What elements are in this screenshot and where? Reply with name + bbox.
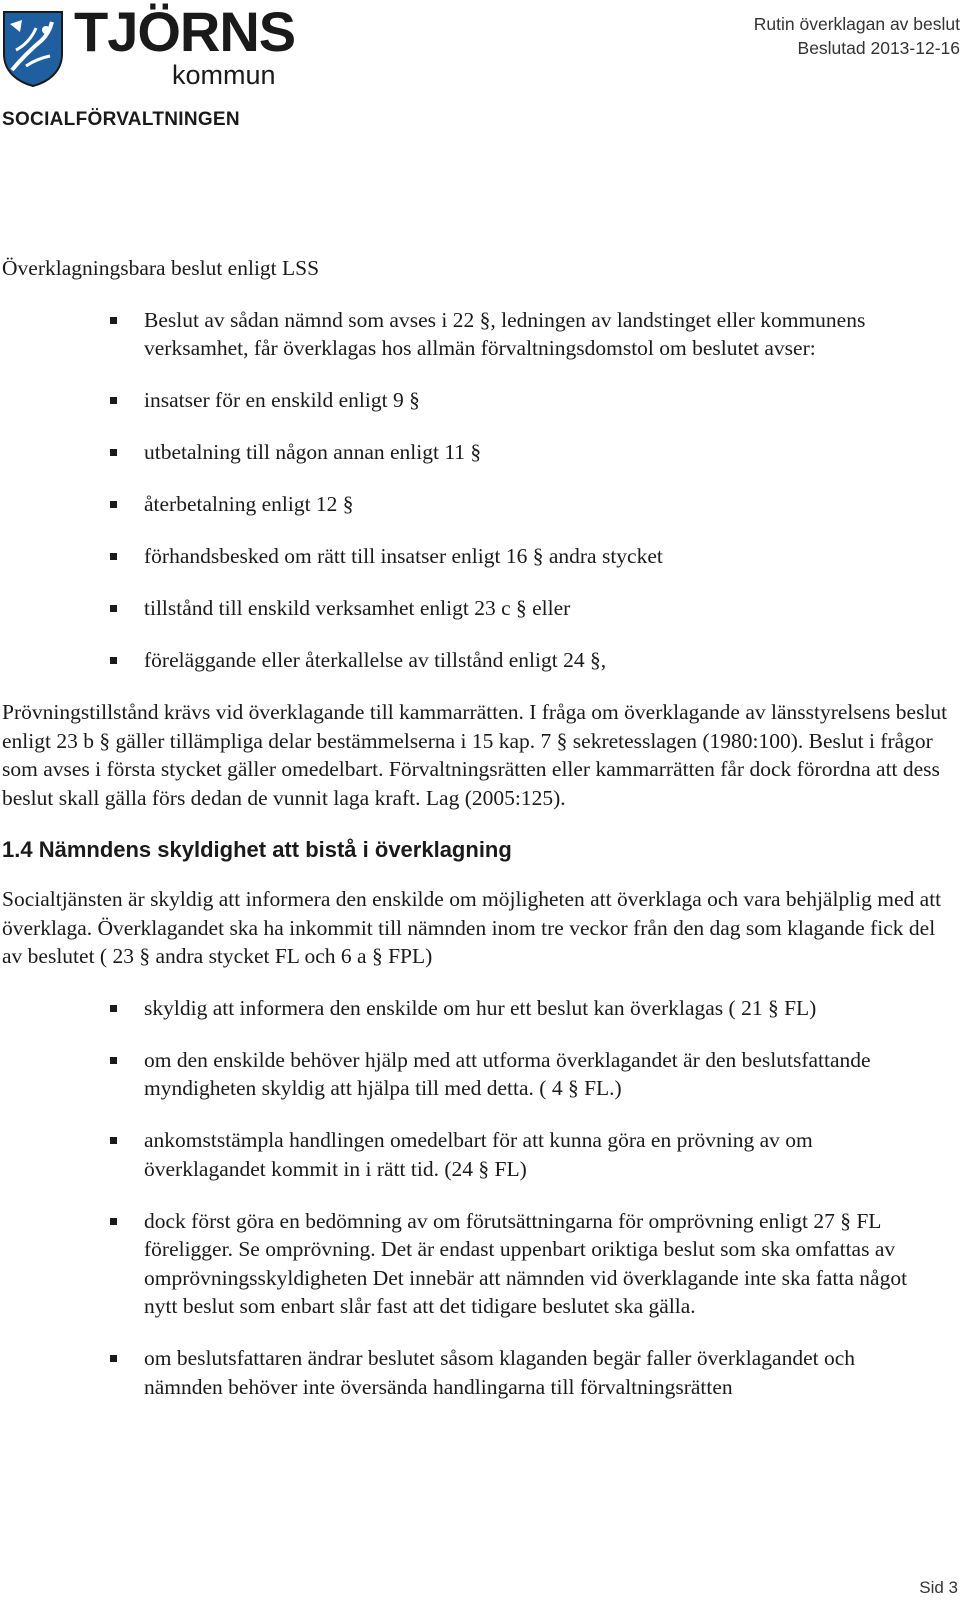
page-number: Sid 3 (919, 1578, 958, 1597)
list-item-text: ankomststämpla handlingen omedelbart för att kunna göra en prövning av om överklagandet kommit in i rätt tid. (24 § FL) (144, 1128, 813, 1181)
list-item-text: om beslutsfattaren ändrar beslutet såsom klaganden begär faller överklagandet och nämnden behöver inte översända handlingarna till förvaltningsrätten (144, 1346, 856, 1399)
square-bullet-icon (110, 397, 117, 404)
square-bullet-icon (110, 1137, 117, 1144)
list-item (2, 542, 958, 571)
list-item-text: insatser för en enskild enligt 9 § (144, 388, 420, 412)
brand-name: TJÖRNS (74, 0, 296, 63)
list-item-text: föreläggande eller återkallelse av tillstånd enligt 24 §, (144, 648, 607, 672)
list-item-text: om den enskilde behöver hjälp med att utforma överklagandet är den beslutsfattande myndigheten skyldig att hjälpa till med detta. ( 4 § FL.) (144, 1047, 871, 1100)
lss-paragraph: Prövningstillstånd krävs vid överklagande till kammarrätten. I fråga om överklagande av länsstyrelsens beslut enligt 23 b § gäller tillämpliga delar bestämmelserna i 15 kap. 7 § sekretesslagen (1980:100). Beslut i frågor som avses i första stycket gäller omedelbart. Förvaltningsrätten eller kammarrätten får dock förordna att dess beslut skall gälla förs dedan de vunnit laga kraft. Lag (2005:125). (2, 700, 948, 810)
duty-list (2, 994, 958, 1402)
list-item (2, 1126, 958, 1183)
list-item-text: skyldig att informera den enskilde om hur ett beslut kan överklagas ( 21 § FL) (144, 995, 817, 1020)
list-item-text: tillstånd till enskild verksamhet enligt 23 c § eller (144, 596, 571, 620)
square-bullet-icon (110, 1057, 117, 1064)
coat-of-arms-icon (2, 10, 64, 88)
document-title: Rutin överklagan av beslut (753, 14, 960, 34)
list-item (2, 594, 958, 623)
square-bullet-icon (110, 449, 117, 456)
section-heading: 1.4 Nämndens skyldighet att bistå i överklagning (2, 837, 512, 862)
square-bullet-icon (110, 501, 117, 508)
square-bullet-icon (110, 605, 117, 612)
brand-subtitle: kommun (172, 60, 276, 90)
square-bullet-icon (110, 1005, 117, 1012)
document-date: Beslutad 2013-12-16 (797, 38, 960, 58)
list-item (2, 490, 958, 519)
list-item (2, 646, 958, 675)
list-item (2, 306, 958, 363)
document-header (0, 0, 960, 140)
list-item (2, 1207, 958, 1321)
list-item (2, 994, 958, 1023)
list-item (2, 1344, 958, 1401)
document-meta (754, 12, 960, 60)
section-paragraph: Socialtjänsten är skyldig att informera den enskilde om möjligheten att överklaga och vara behjälplig med att överklaga. Överklagandet ska ha inkommit till nämnden inom tre veckor från den dag som klagande fick del av beslutet ( 23 § andra stycket FL och 6 a § FPL) (2, 887, 942, 968)
list-item-text: Beslut av sådan nämnd som avses i 22 §, ledningen av landstinget eller kommunens verksamhet, får överklagas hos allmän förvaltningsdomstol om beslutet avser: (144, 307, 866, 360)
list-item (2, 438, 958, 467)
list-item-text: dock först göra en bedömning av om förutsättningarna för omprövning enligt 27 § FL föreligger. Se omprövning. Det är endast uppenbart oriktiga beslut som ska omfattas av omprövningsskyldigheten Det innebär att nämnden vid överklagande inte ska fatta något nytt beslut som enbart slår fast att det tidigare beslutet ska gälla. (144, 1208, 908, 1318)
square-bullet-icon (110, 657, 117, 664)
list-item-text: förhandsbesked om rätt till insatser enligt 16 § andra stycket (144, 544, 663, 568)
list-item (2, 1046, 958, 1103)
list-item-text: utbetalning till någon annan enligt 11 § (144, 440, 482, 464)
lss-heading: Överklagningsbara beslut enligt LSS (2, 256, 320, 280)
department-name: SOCIALFÖRVALTNINGEN (2, 109, 240, 130)
document-body (2, 254, 958, 1425)
square-bullet-icon (110, 553, 117, 560)
list-item-text: återbetalning enligt 12 § (144, 492, 354, 516)
lss-list (2, 306, 958, 675)
square-bullet-icon (110, 1218, 117, 1225)
square-bullet-icon (110, 317, 117, 324)
list-item (2, 386, 958, 415)
square-bullet-icon (110, 1355, 117, 1362)
